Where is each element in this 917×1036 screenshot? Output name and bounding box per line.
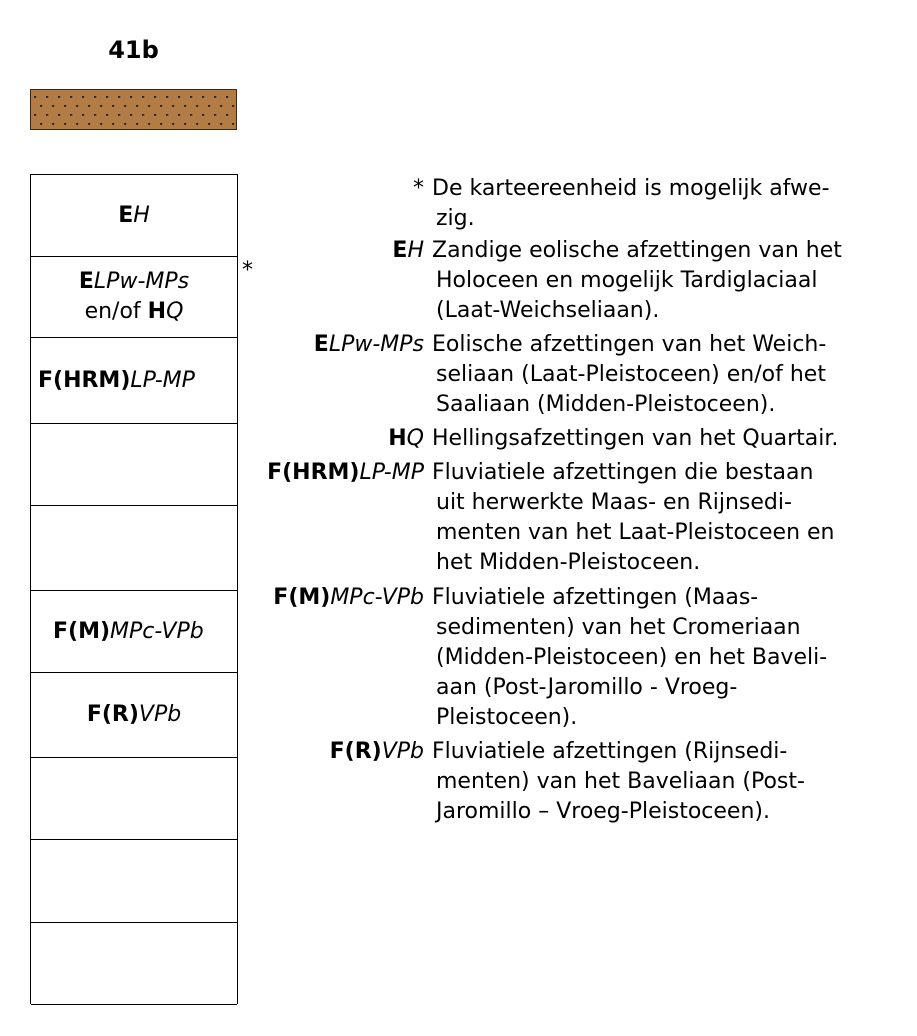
legend-description: Fluviatiele afzettingen (Rijnsedi- menten) van het Baveliaan (Post- Jaromillo – Vroeg-Pleistoceen). (432, 739, 805, 824)
legend-code: HQ (388, 426, 424, 451)
legend-code: EH (392, 238, 424, 263)
column-cell-8 (31, 758, 237, 840)
section-title: 41b (108, 36, 159, 64)
legend-description: Fluviatiele afzettingen die bestaan uit herwerkte Maas- en Rijnsedi- menten van het Laat-Pleistoceen en het Midden-Pleistoceen. (432, 460, 835, 575)
legend-code: F(M)MPc-VPb (273, 585, 424, 610)
column-cell-3: F(HRM)LP-MP (31, 338, 237, 424)
column-cell-6: F(M)MPc-VPb (31, 591, 237, 673)
column-cell-4 (31, 424, 237, 506)
column-cell-5 (31, 506, 237, 591)
sand-pattern-icon (31, 90, 237, 130)
legend-description: Zandige eolische afzettingen van het Holoceen en mogelijk Tardiglaciaal (Laat-Weichseliaan). (432, 238, 842, 323)
legend-description: Eolische afzettingen van het Weich- seliaan (Laat-Pleistoceen) en/of het Saaliaan (Midden-Pleistoceen). (432, 332, 827, 417)
column-cell-9 (31, 840, 237, 923)
legend-code: * (413, 176, 424, 201)
legend-code: ELPw-MPs (313, 332, 424, 357)
column-cell-1: EH (31, 175, 237, 257)
legend-code: F(HRM)LP-MP (267, 460, 424, 485)
column-cell-7: F(R)VPb (31, 673, 237, 758)
legend-code: F(R)VPb (329, 739, 424, 764)
legend-description: Fluviatiele afzettingen (Maas- sedimenten) van het Cromeriaan (Midden-Pleistoceen) en het Baveli- aan (Post-Jaromillo - Vroeg- Pleistoceen). (432, 585, 828, 730)
sediment-swatch (30, 89, 237, 130)
legend-description: Hellingsafzettingen van het Quartair. (432, 426, 839, 451)
uncertain-unit-marker: * (242, 258, 253, 283)
legend-description: De karteereenheid is mogelijk afwe- zig. (432, 176, 830, 231)
stratigraphic-column (30, 174, 238, 1004)
column-cell-10 (31, 923, 237, 1005)
column-cell-2: ELPw-MPs en/of HQ (31, 257, 237, 338)
